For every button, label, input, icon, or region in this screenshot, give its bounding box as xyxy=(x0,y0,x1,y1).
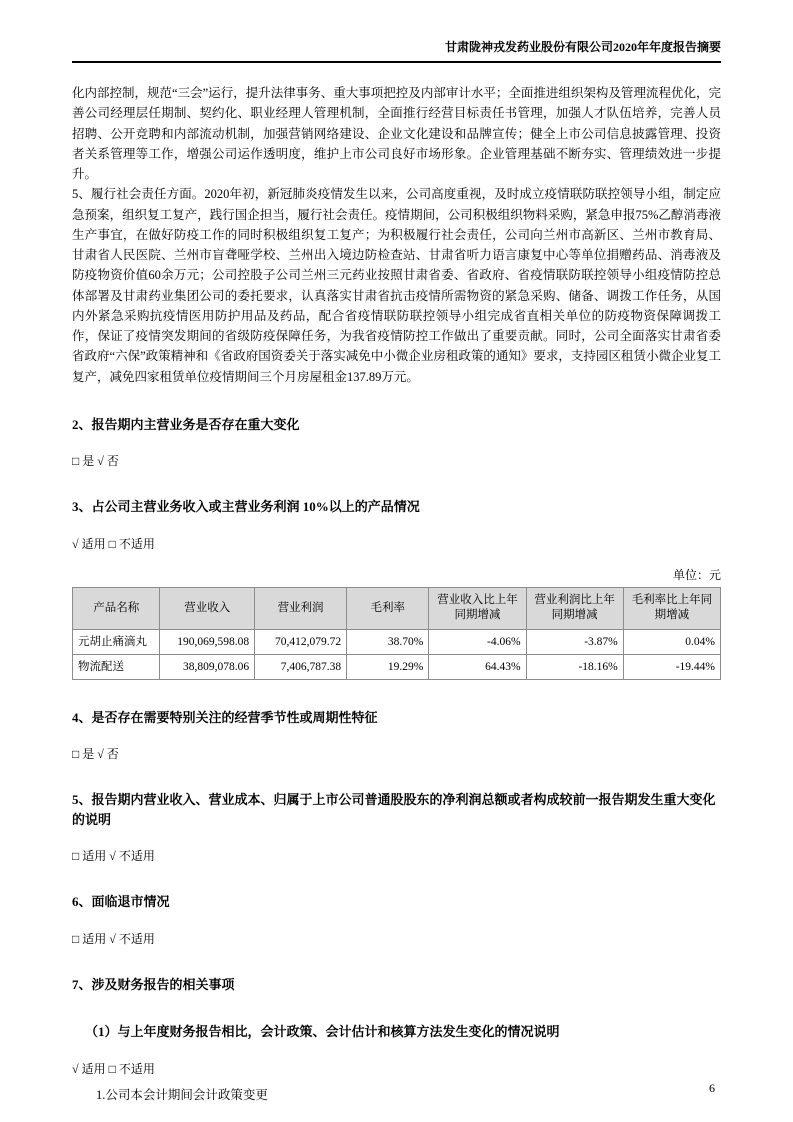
section-7-sub-1-answer: √ 适用 □ 不适用 xyxy=(72,1061,155,1076)
section-5-heading: 5、报告期内营业收入、营业成本、归属于上市公司普通股股东的净利润总额或者构成较前一报告期发生重大变化的说明 xyxy=(72,792,716,827)
section-6-answer: □ 适用 √ 不适用 xyxy=(72,931,155,946)
table-cell: 0.04% xyxy=(623,629,720,654)
table-cell: 190,069,598.08 xyxy=(160,629,255,654)
table-header-row xyxy=(73,587,721,629)
section-4-answer: □ 是 √ 否 xyxy=(72,747,119,762)
table-cell: -18.16% xyxy=(526,654,623,679)
table-cell: 19.29% xyxy=(347,654,429,679)
table-cell-product-name: 物流配送 xyxy=(73,654,160,679)
section-6-heading: 6、面临退市情况 xyxy=(72,894,170,910)
body-paragraph-governance: 化内部控制，规范“三会”运行，提升法律事务、重大事项把控及内部审计水平；全面推进组织架构及管理流程优化，完善公司经理层任期制、契约化、职业经理人管理机制，全面推行经营目标责任书管理，加强人才队伍培养，完善人员招聘、公开竞聘和内部流动机制，加强营销网络建设、企业文化建设和品牌宣传；健全上市公司信息披露管理、投资者关系管理等工作，增强公司运作透明度，维护上市公司良好市场形象。企业管理基础不断夯实、管理绩效进一步提升。 xyxy=(72,86,721,181)
page-number: 6 xyxy=(709,1081,715,1095)
body-paragraph-social-responsibility: 5、履行社会责任方面。2020年初，新冠肺炎疫情发生以来，公司高度重视，及时成立疫情联防联控领导小组，制定应急预案，组织复工复产，践行国企担当，履行社会责任。疫情期间，公司积极组织物料采购，紧急申报75%乙醇消毒液生产事宜，在做好防疫工作的同时积极组织复工复产；为积极履行社会责任，公司向兰州市高新区、兰州市教育局、甘肃省人民医院、兰州市盲聋哑学校、兰州出入境边防检查站、甘肃省听力语言康复中心等单位捐赠药品、消毒液及防疫物资价值60余万元；公司控股子公司兰州三元药业按照甘肃省委、省政府、省疫情联防联控领导小组疫情防控总体部署及甘肃药业集团公司的委托要求，认真落实甘肃省抗击疫情所需物资的紧急采购、储备、调拨工作任务，从国内外紧急采购抗疫情医用防护用品及药品，配合省疫情联防联控领导小组完成省直相关单位的防疫物资保障调拨工作，保证了疫情突发期间的省级防疫保障任务，为我省疫情防控工作做出了重要贡献。同时，公司全面落实甘肃省委省政府“六保”政策精神和《省政府国资委关于落实减免中小微企业房租政策的通知》要求，支持园区租赁小微企业复工复产，减免四家租赁单位疫情期间三个月房屋租金137.89万元。 xyxy=(72,187,721,384)
table-header-cell: 营业利润比上年同期增减 xyxy=(526,587,623,629)
section-3-heading: 3、占公司主营业务收入或主营业务利润 10%以上的产品情况 xyxy=(72,499,420,515)
products-table xyxy=(72,587,721,680)
section-7-sub-1-note: 1.公司本会计期间会计政策变更 xyxy=(96,1087,268,1102)
section-7-heading: 7、涉及财务报告的相关事项 xyxy=(72,976,235,992)
table-header-cell: 营业收入比上年同期增减 xyxy=(429,587,526,629)
table-row xyxy=(73,654,721,679)
table-cell: 70,412,079.72 xyxy=(255,629,347,654)
section-2-heading: 2、报告期内主营业务是否存在重大变化 xyxy=(72,416,300,432)
table-header-cell: 营业收入 xyxy=(160,587,255,629)
table-header-cell: 产品名称 xyxy=(73,587,160,629)
section-3-answer: √ 适用 □ 不适用 xyxy=(72,536,155,551)
table-cell: 7,406,787.38 xyxy=(255,654,347,679)
section-5-answer: □ 适用 √ 不适用 xyxy=(72,849,155,864)
table-header-cell: 营业利润 xyxy=(255,587,347,629)
table-cell: -19.44% xyxy=(623,654,720,679)
table-cell: 64.43% xyxy=(429,654,526,679)
table-header-cell: 毛利率 xyxy=(347,587,429,629)
page-header-title: 甘肃陇神戎发药业股份有限公司2020年年度报告摘要 xyxy=(72,38,721,63)
table-cell: 38,809,078.06 xyxy=(160,654,255,679)
table-row xyxy=(73,629,721,654)
section-7-sub-1-heading: （1）与上年度财务报告相比，会计政策、会计估计和核算方法发生变化的情况说明 xyxy=(85,1024,560,1040)
table-unit-label: 单位：元 xyxy=(672,567,721,582)
section-2-answer: □ 是 √ 否 xyxy=(72,454,119,469)
table-cell-product-name: 元胡止痛滴丸 xyxy=(73,629,160,654)
table-cell: 38.70% xyxy=(347,629,429,654)
section-4-heading: 4、是否存在需要特别关注的经营季节性或周期性特征 xyxy=(72,709,378,725)
table-cell: -3.87% xyxy=(526,629,623,654)
table-cell: -4.06% xyxy=(429,629,526,654)
table-header-cell: 毛利率比上年同期增减 xyxy=(623,587,720,629)
